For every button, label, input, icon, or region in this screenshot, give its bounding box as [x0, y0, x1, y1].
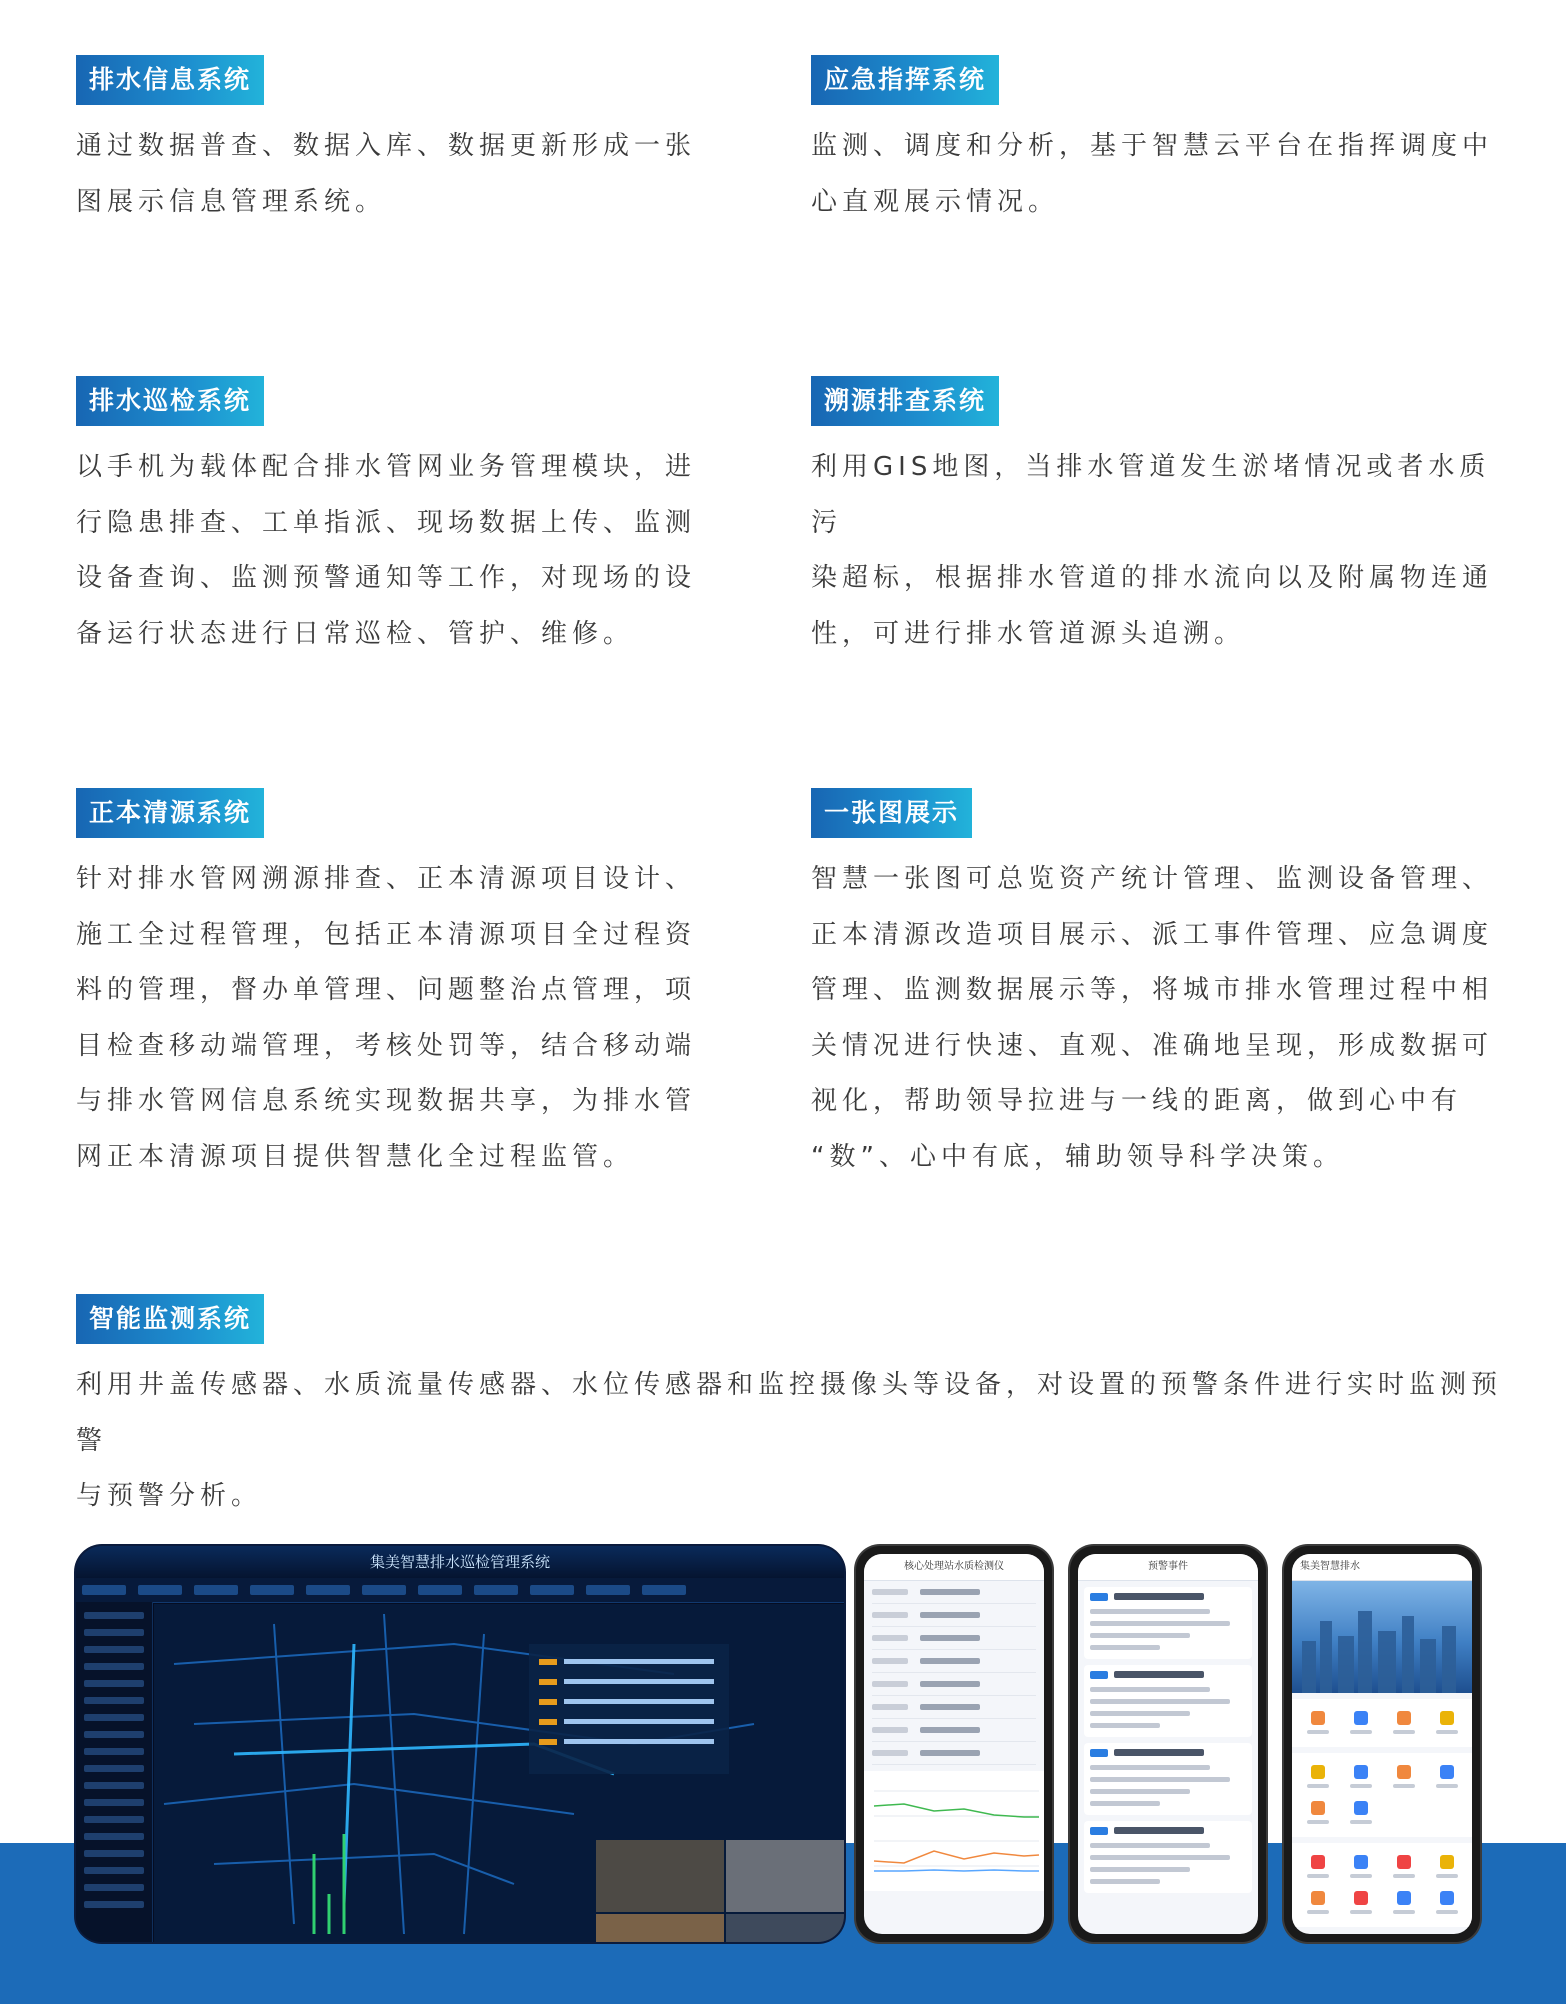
phone-banner-image	[1292, 1581, 1472, 1693]
section-text: 智慧一张图可总览资产统计管理、监测设备管理、 正本清源改造项目展示、派工事件管理、应急调度 管理、监测数据展示等，将城市排水管理过程中相 关情况进行快速、直观、准确地呈现，形成数据可 视化，帮助领导拉进与一线的距离，做到心中有 “数”、心中有底，辅助领导科学决策。	[811, 864, 1494, 1172]
desktop-app-title: 集美智慧排水巡检管理系统	[76, 1546, 844, 1578]
desktop-screenshot	[76, 1546, 844, 1942]
phone-title: 集美智慧排水	[1292, 1554, 1472, 1581]
section-title: 正本清源系统	[76, 788, 264, 838]
phone-title: 核心处理站水质检测仪	[864, 1554, 1044, 1581]
section-title: 应急指挥系统	[811, 55, 999, 105]
section-source-cleanup	[76, 788, 716, 1185]
section-emergency-command	[811, 55, 1511, 230]
section-drainage-patrol	[76, 376, 716, 662]
phone-title: 预警事件	[1078, 1554, 1258, 1581]
phone-line-chart	[864, 1771, 1044, 1891]
section-text: 利用GIS地图，当排水管道发生淤堵情况或者水质污 染超标，根据排水管道的排水流向以及附属物连通 性，可进行排水管道源头追溯。	[811, 452, 1494, 649]
section-title: 溯源排查系统	[811, 376, 999, 426]
section-source-tracing	[811, 376, 1511, 662]
phone-warning-events	[1070, 1546, 1266, 1942]
phone-water-quality	[856, 1546, 1052, 1942]
section-text: 利用井盖传感器、水质流量传感器、水位传感器和监控摄像头等设备，对设置的预警条件进行实时监测预警 与预警分析。	[76, 1370, 1503, 1511]
phone-icon-grid	[1292, 1699, 1472, 1747]
phone-icon-grid	[1292, 1843, 1472, 1927]
desktop-sidebar	[76, 1602, 153, 1942]
section-title: 智能监测系统	[76, 1294, 264, 1344]
section-title: 排水信息系统	[76, 55, 264, 105]
section-title: 一张图展示	[811, 788, 972, 838]
section-drainage-info	[76, 55, 716, 230]
phone-icon-grid	[1292, 1753, 1472, 1837]
section-text: 针对排水管网溯源排查、正本清源项目设计、 施工全过程管理，包括正本清源项目全过程资 料的管理，督办单管理、问题整治点管理，项 目检查移动端管理，考核处罚等，结合移动端 与排水管网信息系统实现数据共享，为排水管 网正本清源项目提供智慧化全过程监管。	[76, 864, 697, 1172]
section-one-map	[811, 788, 1511, 1185]
desktop-nav-bar	[76, 1578, 844, 1603]
section-smart-monitoring	[76, 1294, 1516, 1525]
section-text: 通过数据普查、数据入库、数据更新形成一张 图展示信息管理系统。	[76, 131, 697, 217]
section-text: 监测、调度和分析，基于智慧云平台在指挥调度中 心直观展示情况。	[811, 131, 1494, 217]
section-text: 以手机为载体配合排水管网业务管理模块，进 行隐患排查、工单指派、现场数据上传、监测 设备查询、监测预警通知等工作，对现场的设 备运行状态进行日常巡检、管护、维修。	[76, 452, 697, 649]
phone-home	[1284, 1546, 1480, 1942]
desktop-map-view	[154, 1604, 844, 1942]
section-title: 排水巡检系统	[76, 376, 264, 426]
